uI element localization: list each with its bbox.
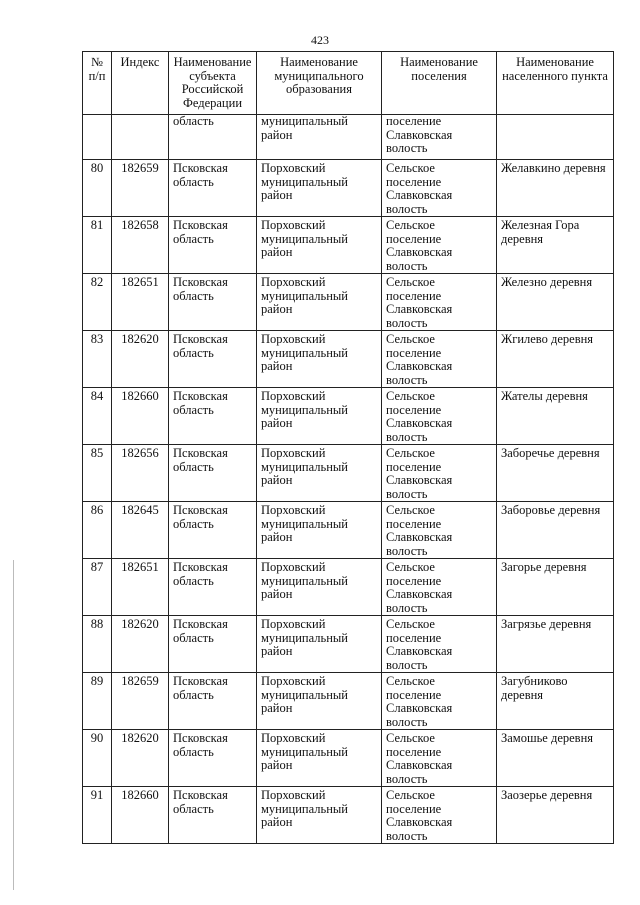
continuation-row xyxy=(83,115,614,160)
table-row xyxy=(83,331,614,388)
cell-municipality: Порховский муниципальный район xyxy=(257,274,382,331)
cell-subject: Псковская область xyxy=(169,616,257,673)
cell-locality: Железно деревня xyxy=(497,274,614,331)
cell-settlement: Сельское поселение Славковская волость xyxy=(382,331,497,388)
cell-settlement: Сельское поселение Славковская волость xyxy=(382,217,497,274)
cell-num: 88 xyxy=(83,616,112,673)
cell-index: 182651 xyxy=(112,559,169,616)
table-row xyxy=(83,217,614,274)
cell-locality: Жгилево деревня xyxy=(497,331,614,388)
cell-index: 182660 xyxy=(112,388,169,445)
cell-municipality: Порховский муниципальный район xyxy=(257,559,382,616)
cell-subject: Псковская область xyxy=(169,445,257,502)
cell-num: 90 xyxy=(83,730,112,787)
cell-num: 80 xyxy=(83,160,112,217)
cell-municipality: Порховский муниципальный район xyxy=(257,616,382,673)
cell-index: 182659 xyxy=(112,673,169,730)
header-index: Индекс xyxy=(112,52,169,115)
table-row xyxy=(83,388,614,445)
header-num: № п/п xyxy=(83,52,112,115)
cell-locality: Загубниково деревня xyxy=(497,673,614,730)
cell-settlement: Сельское поселение Славковская волость xyxy=(382,559,497,616)
table-row xyxy=(83,673,614,730)
cell-locality: Желавкино деревня xyxy=(497,160,614,217)
cell-index: 182620 xyxy=(112,616,169,673)
cell-subject: Псковская область xyxy=(169,730,257,787)
settlements-table xyxy=(82,51,614,844)
table-row xyxy=(83,787,614,844)
cell-num: 81 xyxy=(83,217,112,274)
cell-municipality: муниципальный район xyxy=(257,115,382,160)
cell-municipality: Порховский муниципальный район xyxy=(257,502,382,559)
header-subject: Наименование субъекта Российской Федерации xyxy=(169,52,257,115)
cell-num xyxy=(83,115,112,160)
cell-index: 182656 xyxy=(112,445,169,502)
cell-num: 85 xyxy=(83,445,112,502)
cell-subject: Псковская область xyxy=(169,274,257,331)
cell-municipality: Порховский муниципальный район xyxy=(257,445,382,502)
cell-num: 89 xyxy=(83,673,112,730)
cell-municipality: Порховский муниципальный район xyxy=(257,787,382,844)
cell-subject: Псковская область xyxy=(169,559,257,616)
cell-subject: Псковская область xyxy=(169,160,257,217)
cell-settlement: Сельское поселение Славковская волость xyxy=(382,502,497,559)
cell-municipality: Порховский муниципальный район xyxy=(257,160,382,217)
cell-num: 83 xyxy=(83,331,112,388)
table-row xyxy=(83,559,614,616)
header-settlement: Наименование поселения xyxy=(382,52,497,115)
cell-num: 91 xyxy=(83,787,112,844)
table-row xyxy=(83,502,614,559)
cell-index: 182660 xyxy=(112,787,169,844)
cell-locality: Железная Гора деревня xyxy=(497,217,614,274)
table-row xyxy=(83,445,614,502)
cell-settlement: Сельское поселение Славковская волость xyxy=(382,445,497,502)
cell-subject: Псковская область xyxy=(169,673,257,730)
cell-municipality: Порховский муниципальный район xyxy=(257,331,382,388)
cell-municipality: Порховский муниципальный район xyxy=(257,388,382,445)
cell-municipality: Порховский муниципальный район xyxy=(257,730,382,787)
cell-settlement: Сельское поселение Славковская волость xyxy=(382,160,497,217)
table-header-row xyxy=(83,52,614,115)
cell-num: 82 xyxy=(83,274,112,331)
table-row xyxy=(83,274,614,331)
header-locality: Наименование населенного пункта xyxy=(497,52,614,115)
cell-locality: Замошье деревня xyxy=(497,730,614,787)
cell-locality: Загорье деревня xyxy=(497,559,614,616)
scan-edge-mark xyxy=(13,560,14,890)
cell-subject: Псковская область xyxy=(169,502,257,559)
cell-num: 86 xyxy=(83,502,112,559)
table-row xyxy=(83,616,614,673)
cell-locality: Заборовье деревня xyxy=(497,502,614,559)
cell-index: 182658 xyxy=(112,217,169,274)
cell-subject: Псковская область xyxy=(169,787,257,844)
cell-subject: область xyxy=(169,115,257,160)
cell-subject: Псковская область xyxy=(169,388,257,445)
cell-locality: Жателы деревня xyxy=(497,388,614,445)
cell-settlement: поселение Славковская волость xyxy=(382,115,497,160)
cell-municipality: Порховский муниципальный район xyxy=(257,673,382,730)
cell-index: 182651 xyxy=(112,274,169,331)
cell-locality: Заозерье деревня xyxy=(497,787,614,844)
cell-settlement: Сельское поселение Славковская волость xyxy=(382,616,497,673)
cell-locality: Загрязье деревня xyxy=(497,616,614,673)
cell-num: 87 xyxy=(83,559,112,616)
cell-settlement: Сельское поселение Славковская волость xyxy=(382,388,497,445)
cell-num: 84 xyxy=(83,388,112,445)
table-row xyxy=(83,730,614,787)
cell-settlement: Сельское поселение Славковская волость xyxy=(382,673,497,730)
cell-index: 182620 xyxy=(112,331,169,388)
cell-settlement: Сельское поселение Славковская волость xyxy=(382,730,497,787)
cell-locality: Заборечье деревня xyxy=(497,445,614,502)
cell-index: 182659 xyxy=(112,160,169,217)
cell-subject: Псковская область xyxy=(169,217,257,274)
page-number: 423 xyxy=(311,33,329,47)
cell-index xyxy=(112,115,169,160)
cell-index: 182645 xyxy=(112,502,169,559)
table-row xyxy=(83,160,614,217)
header-municipality: Наименование муниципального образования xyxy=(257,52,382,115)
cell-settlement: Сельское поселение Славковская волость xyxy=(382,274,497,331)
cell-locality xyxy=(497,115,614,160)
cell-municipality: Порховский муниципальный район xyxy=(257,217,382,274)
cell-index: 182620 xyxy=(112,730,169,787)
cell-settlement: Сельское поселение Славковская волость xyxy=(382,787,497,844)
cell-subject: Псковская область xyxy=(169,331,257,388)
